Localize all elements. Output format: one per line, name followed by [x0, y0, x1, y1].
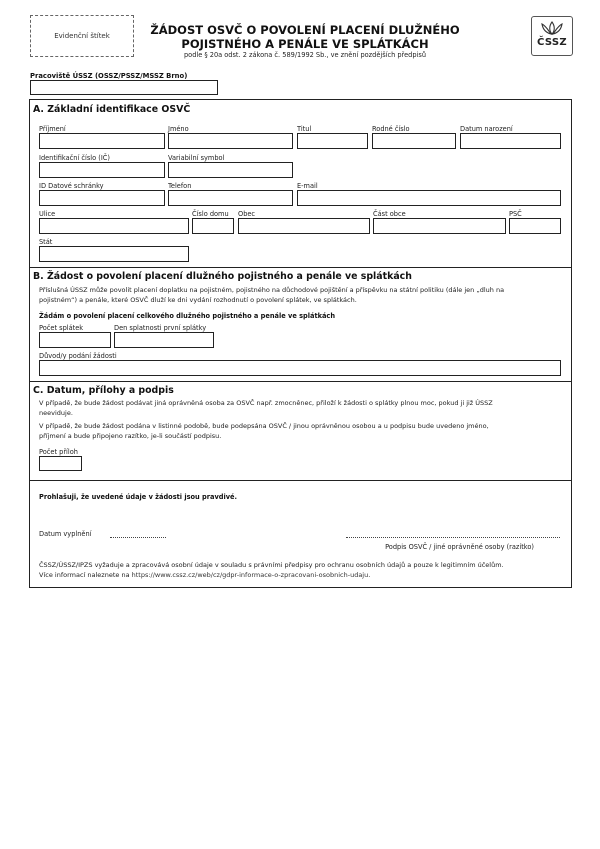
tulip-logo-icon	[539, 20, 565, 36]
psc-input[interactable]	[509, 218, 561, 234]
surname-label: Příjmení	[39, 125, 66, 133]
date-filled-label: Datum vyplnění	[39, 530, 92, 538]
reason-input[interactable]	[39, 360, 561, 376]
gdpr-line1: ČSSZ/ÚSSZ/IPZS vyžaduje a zpracovává osobní údaje v souladu s právními předpisy pro ochranu osobních údajů a pouze k legitimním účelům.	[39, 561, 504, 569]
name-input[interactable]	[168, 133, 293, 149]
evidence-stamp-label: Evidenční štítek	[54, 32, 110, 40]
signature-label: Podpis OSVČ / jiné oprávněné osoby (razítko)	[385, 543, 534, 551]
email-input[interactable]	[297, 190, 561, 206]
date-filled-line[interactable]	[110, 537, 166, 538]
state-input[interactable]	[39, 246, 189, 262]
gdpr-line2-prefix: Více informací naleznete na	[39, 570, 132, 579]
section-b-paragraph-line1: Příslušná ÚSSZ může povolit placení doplatku na pojistném, pojistného na důchodové pojištění a příspěvku na státní politiku (dále jen „dluh na	[39, 286, 505, 294]
street-label: Ulice	[39, 210, 56, 218]
section-c-paragraph1	[39, 399, 561, 418]
cssz-logo	[531, 16, 573, 56]
house-number-input[interactable]	[192, 218, 234, 234]
variable-symbol-label: Variabilní symbol	[168, 154, 225, 162]
section-b-paragraph-line2: pojistném“) a penále, které OSVČ dluží ke dni vydání rozhodnutí o povolení splátek, ve splátkách.	[39, 295, 357, 304]
workplace-label: Pracoviště ÚSSZ (OSSZ/PSSZ/MSSZ Brno)	[30, 72, 188, 80]
gdpr-link[interactable]: https://www.cssz.cz/web/cz/gdpr-informace-o-zpracovani-osobnich-udaju	[131, 570, 369, 579]
section-divider-bc	[29, 381, 572, 382]
installments-count-label: Počet splátek	[39, 324, 84, 332]
municipality-label: Obec	[238, 210, 256, 218]
birth-date-label: Datum narození	[460, 125, 513, 133]
attachments-label: Počet příloh	[39, 448, 78, 456]
data-box-label: ID Datové schránky	[39, 182, 104, 190]
attachments-input[interactable]	[39, 456, 82, 471]
gdpr-line2	[39, 571, 561, 581]
gdpr-notice	[39, 561, 561, 580]
reason-label: Důvod/y podání žádosti	[39, 352, 117, 360]
birth-date-input[interactable]	[460, 133, 561, 149]
psc-label: PSČ	[509, 210, 522, 218]
declaration-statement: Prohlašuji, že uvedené údaje v žádosti jsou pravdivé.	[39, 493, 238, 501]
section-c-title: C. Datum, přílohy a podpis	[33, 385, 174, 396]
form-title-line1: ŽÁDOST OSVČ O POVOLENÍ PLACENÍ DLUŽNÉHO	[150, 23, 460, 37]
section-divider-ab	[29, 267, 572, 268]
section-b-request: Žádám o povolení placení celkového dlužného pojistného a penále ve splátkách	[39, 312, 336, 320]
evidence-stamp-box	[30, 15, 134, 57]
section-c-paragraph2-line1: V případě, že bude žádost podána v listinné podobě, bude podepsána OSVČ / jinou oprávněnou osobou a u podpisu bude uvedeno jméno,	[39, 422, 489, 430]
house-number-label: Číslo domu	[192, 210, 229, 218]
signature-line[interactable]	[346, 537, 560, 538]
street-input[interactable]	[39, 218, 189, 234]
gdpr-line2-suffix: .	[368, 570, 371, 579]
data-box-input[interactable]	[39, 190, 165, 206]
municipality-part-input[interactable]	[373, 218, 506, 234]
ic-label: Identifikační číslo (IČ)	[39, 154, 110, 162]
birth-number-input[interactable]	[372, 133, 456, 149]
titul-label: Titul	[297, 125, 312, 133]
first-due-date-label: Den splatnosti první splátky	[114, 324, 207, 332]
name-label: Jméno	[168, 125, 189, 133]
surname-input[interactable]	[39, 133, 165, 149]
section-c-paragraph1-line2: neeviduje.	[39, 408, 73, 417]
section-divider-declaration	[29, 480, 572, 481]
phone-input[interactable]	[168, 190, 293, 206]
cssz-logo-text: ČSSZ	[537, 37, 567, 48]
installments-count-input[interactable]	[39, 332, 111, 348]
phone-label: Telefon	[168, 182, 192, 190]
section-b-title: B. Žádost o povolení placení dlužného pojistného a penále ve splátkách	[33, 271, 412, 282]
state-label: Stát	[39, 238, 53, 246]
section-c-paragraph2	[39, 422, 561, 441]
workplace-input[interactable]	[30, 80, 218, 95]
variable-symbol-input[interactable]	[168, 162, 293, 178]
titul-input[interactable]	[297, 133, 368, 149]
municipality-part-label: Část obce	[373, 210, 406, 218]
section-a-title: A. Základní identifikace OSVČ	[33, 104, 191, 115]
email-label: E-mail	[297, 182, 318, 190]
section-b-paragraph	[39, 286, 561, 305]
first-due-date-input[interactable]	[114, 332, 214, 348]
birth-number-label: Rodné číslo	[372, 125, 410, 133]
form-subtitle: podle § 20a odst. 2 zákona č. 589/1992 Sb., ve znění pozdějších předpisů	[183, 51, 427, 59]
form-title-line2: POJISTNÉHO A PENÁLE VE SPLÁTKÁCH	[181, 37, 429, 51]
section-c-paragraph2-line2: příjmení a bude připojeno razítko, je-li součástí podpisu.	[39, 431, 222, 440]
section-c-paragraph1-line1: V případě, že bude žádost podávat jiná oprávněná osoba za OSVČ např. zmocněnec, přiloží k žádosti o splátky plnou moc, pokud ji již ÚSSZ	[39, 399, 493, 407]
ic-input[interactable]	[39, 162, 165, 178]
municipality-input[interactable]	[238, 218, 370, 234]
